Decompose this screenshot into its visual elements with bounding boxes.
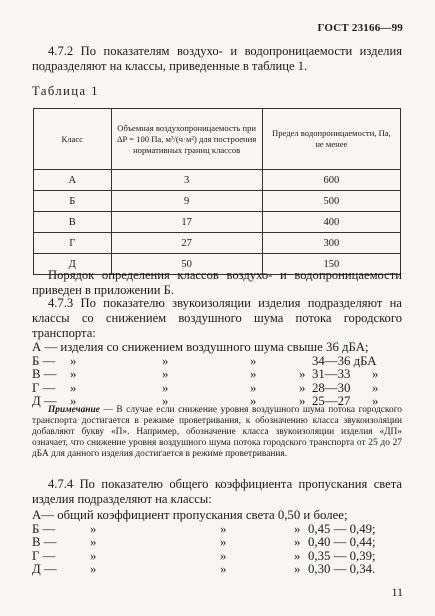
ditto-mark: » (70, 380, 77, 395)
sound-class-list (32, 341, 402, 409)
ditto-mark: » (299, 367, 306, 381)
table-cell: 9 (111, 191, 262, 212)
ditto-mark: » (90, 548, 97, 563)
ditto-mark: » (250, 394, 257, 408)
procedure-text: Порядок определения классов воздухо- и водопроницаемости приведен в приложении Б. (32, 268, 402, 297)
section-4-7-3: 4.7.3 По показателю звукоизоляции изделия подразделяют на классы со снижением воздушного шума потока городского транспорта: (32, 296, 402, 340)
list-item-class: Д — (32, 562, 57, 576)
ditto-mark: » (299, 380, 306, 395)
ditto-mark: » (220, 535, 227, 549)
ditto-mark: » (70, 353, 77, 368)
list-item-class: Б — (32, 521, 56, 536)
classes-table (33, 108, 401, 275)
ditto-mark: » (372, 367, 379, 381)
ditto-mark: » (220, 548, 227, 563)
table-cell: 500 (262, 191, 400, 212)
ditto-mark: » (372, 380, 379, 395)
ditto-mark: » (294, 535, 301, 549)
table-cell: 150 (262, 254, 400, 275)
section-4-7-2: 4.7.2 По показателям воздухо- и водопроницаемости изделия подразделяют на классы, приведенные в таблице 1. (32, 44, 402, 73)
ditto-mark: » (299, 394, 306, 408)
list-item-value: 0,35 — 0,39; (308, 548, 376, 563)
list-item-text: А — изделия со снижением воздушного шума свыше 36 дБА; (32, 340, 369, 354)
table-header-class: Класс (34, 109, 112, 170)
list-item-class: В — (32, 367, 57, 381)
list-item-value: 0,40 — 0,44; (308, 535, 376, 549)
list-item (32, 523, 402, 537)
table-cell: Д (34, 254, 112, 275)
document-code: ГОСТ 23166—99 (317, 22, 403, 34)
note (32, 405, 402, 460)
table-cell: 3 (111, 170, 262, 191)
table-cell: А (34, 170, 112, 191)
ditto-mark: » (70, 367, 77, 381)
ditto-mark: » (162, 353, 169, 368)
list-item-class: Г — (32, 548, 56, 563)
list-item-value: 0,30 — 0,34. (308, 562, 376, 576)
list-item-class: Д — (32, 394, 57, 408)
list-item-value: 0,45 — 0,49; (308, 521, 376, 536)
ditto-mark: » (70, 394, 77, 408)
table-cell: В (34, 212, 112, 233)
list-item (32, 550, 402, 564)
table-cell: Б (34, 191, 112, 212)
list-item (32, 563, 402, 577)
ditto-mark: » (162, 394, 169, 408)
ditto-mark: » (220, 562, 227, 576)
ditto-mark: » (294, 562, 301, 576)
list-item-class: Б — (32, 353, 56, 368)
table-row (34, 191, 401, 212)
table-header-water-tightness: Предел водопроницаемости, Па, не менее (262, 109, 400, 170)
ditto-mark: » (162, 380, 169, 395)
ditto-mark: » (372, 394, 379, 408)
ditto-mark: » (220, 521, 227, 536)
ditto-mark: » (162, 367, 169, 381)
light-class-list (32, 509, 402, 577)
table-cell: Г (34, 233, 112, 254)
list-item (32, 355, 402, 369)
note-text: — В случае если снижение уровня воздушного шума потока городского транспорта достигается в режиме проветривания, к обозначению класса звукоизоляции добавляют букву «П». Например, обозначение класса звукоизоляции изделия «ДП» означает, что снижение уровня воздушного шума потока городского транспорта от 25 до 27 дБА для данного изделия достигается в режиме проветривания. (32, 405, 402, 459)
ditto-mark: » (90, 535, 97, 549)
note-label: Примечание (48, 405, 100, 415)
page-number: 11 (391, 585, 403, 599)
table-cell: 600 (262, 170, 400, 191)
ditto-mark: » (250, 380, 257, 395)
list-item-value: 34—36 дБА (312, 353, 377, 368)
table-row (34, 233, 401, 254)
list-item-class: Г — (32, 380, 56, 395)
table-cell: 27 (111, 233, 262, 254)
table-row (34, 212, 401, 233)
list-item-value: 28—30 (312, 380, 351, 395)
list-item (32, 509, 402, 523)
ditto-mark: » (90, 562, 97, 576)
ditto-mark: » (294, 548, 301, 563)
table-cell: 400 (262, 212, 400, 233)
list-item-value: 31—33 (312, 367, 351, 381)
list-item-value: 25—27 (312, 394, 351, 408)
list-item-text: А— общий коэффициент пропускания света 0,50 и более; (32, 508, 348, 522)
list-item (32, 341, 402, 355)
list-item (32, 382, 402, 396)
table-row (34, 170, 401, 191)
list-item (32, 536, 402, 550)
section-4-7-4: 4.7.4 По показателю общего коэффициента пропускания света изделия подразделяют на классы: (32, 477, 402, 506)
list-item (32, 368, 402, 382)
ditto-mark: » (250, 367, 257, 381)
table-cell: 50 (111, 254, 262, 275)
list-item-class: В — (32, 535, 57, 549)
table-caption: Таблица 1 (32, 84, 99, 98)
ditto-mark: » (250, 353, 257, 368)
table-header-air-permeability: Объемная воздухопроницаемость при ΔP = 100 Па, м³/(ч·м²) для построения нормативных границ классов (111, 109, 262, 170)
table-cell: 17 (111, 212, 262, 233)
ditto-mark: » (294, 521, 301, 536)
table-cell: 300 (262, 233, 400, 254)
ditto-mark: » (90, 521, 97, 536)
